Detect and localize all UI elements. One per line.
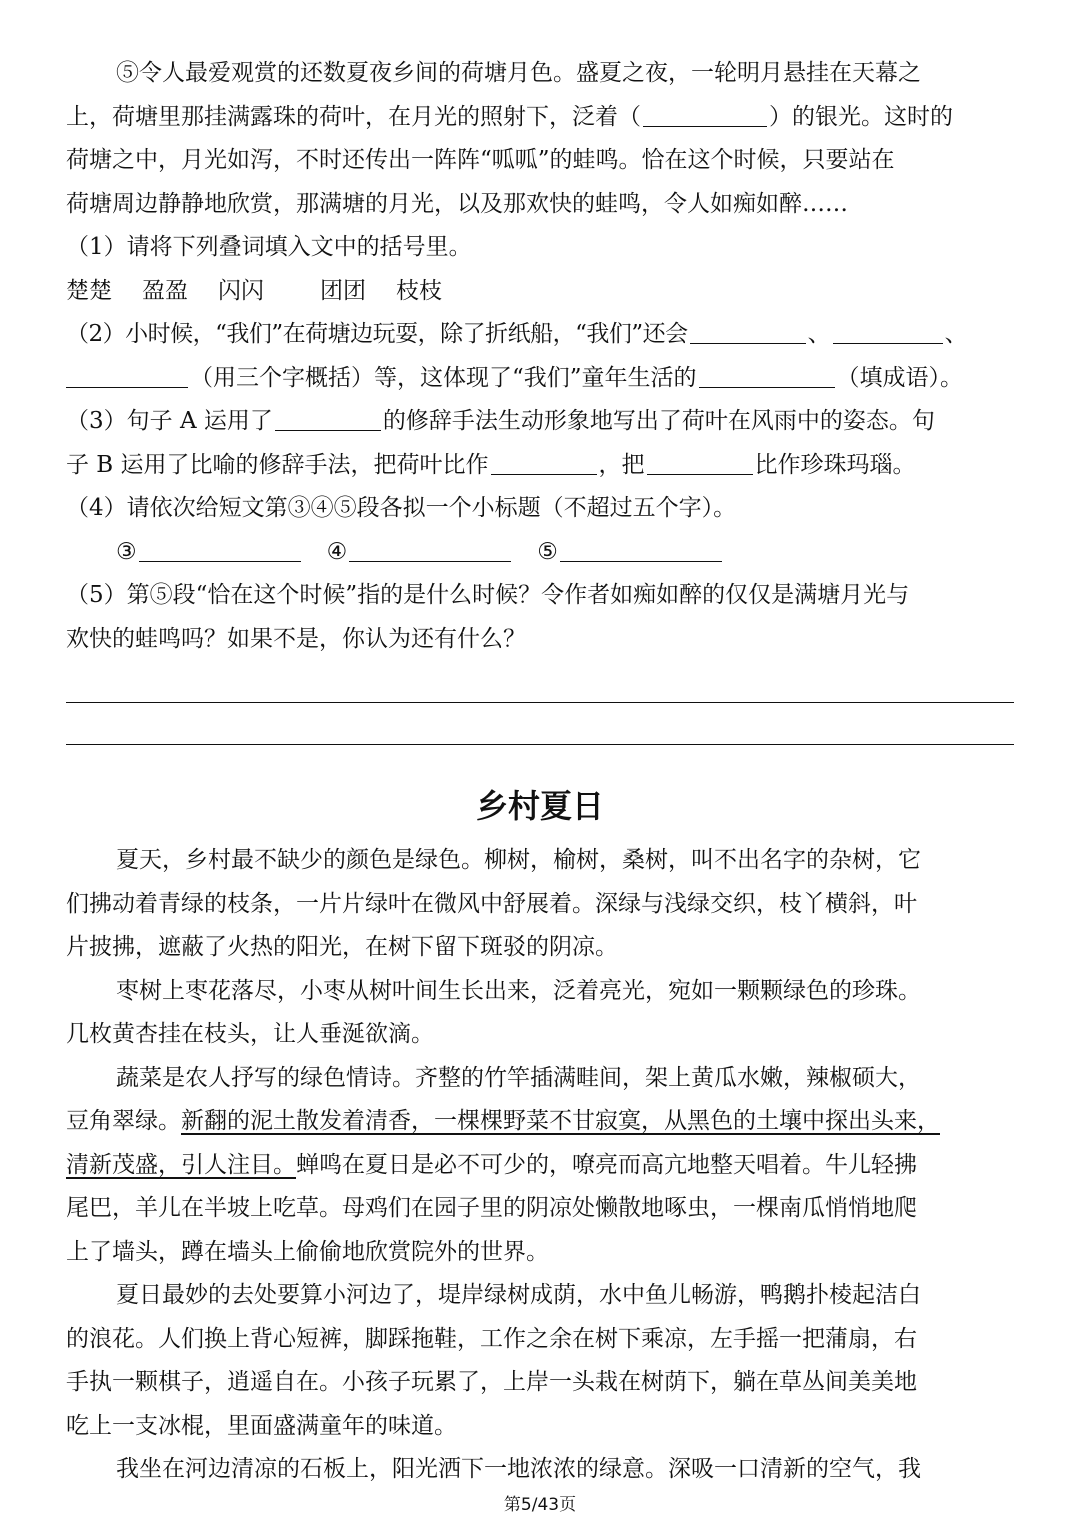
- word-bank: [66, 270, 1014, 314]
- word-3: 闪闪: [218, 277, 264, 304]
- q4-label-4: ④: [326, 538, 348, 565]
- q2-blank-3[interactable]: [66, 365, 188, 388]
- q4-label-5: ⑤: [537, 538, 558, 565]
- q3-text-4: ，把: [598, 451, 645, 478]
- p1-line-1: 夏天，乡村最不缺少的颜色是绿色。柳树，榆树，桑树，叫不出名字的杂树，它: [116, 847, 921, 873]
- p3-line-5: 上了墙头，蹲在墙头上偷偷地欣赏院外的世界。: [66, 1238, 549, 1265]
- q3-blank-3[interactable]: [647, 452, 753, 475]
- para5-line-2a: 上，荷塘里那挂满露珠的荷叶，在月光的照射下，泛着（: [66, 103, 641, 130]
- q2-blank-1[interactable]: [690, 321, 806, 344]
- p1-line-2: 们拂动着青绿的枝条，一片片绿叶在微风中舒展着。深绿与浅绿交织，枝丫横斜，叶: [66, 890, 917, 917]
- p3-line-2-plain: 豆角翠绿。: [66, 1108, 181, 1134]
- word-4: 团团: [320, 277, 366, 304]
- q2-text-1: （2）小时候，“我们”在荷塘边玩耍，除了折纸船，“我们”还会: [66, 321, 688, 347]
- q2-sep-1: 、: [807, 321, 831, 347]
- question-3-line-2: [66, 444, 1014, 488]
- underlined-sentence-part-1: 新翻的泥土散发着清香，一棵棵野菜不甘寂寞，从黑色的土壤中探出头来，: [181, 1108, 940, 1134]
- p2-line-2: 几枚黄杏挂在枝头，让人垂涎欲滴。: [66, 1021, 434, 1047]
- document-page: [66, 52, 1014, 1492]
- p3-line-4: 尾巴，羊儿在半坡上吃草。母鸡们在园子里的阴凉处懒散地啄虫，一棵南瓜悄悄地爬: [66, 1195, 917, 1221]
- question-2-line-2: [66, 357, 1014, 401]
- fill-blank-bracket[interactable]: [643, 104, 767, 127]
- p3-line-1: 蔬菜是农人抒写的绿色情诗。齐整的竹竿插满畦间，架上黄瓜水嫩，辣椒硕大，: [116, 1064, 921, 1091]
- answer-line-1[interactable]: [66, 661, 1014, 703]
- question-5-line-2: 欢快的蛙鸣吗？如果不是，你认为还有什么？: [66, 625, 526, 652]
- p4-line-3: 手执一颗棋子，逍遥自在。小孩子玩累了，上岸一头栽在树荫下，躺在草丛间美美地: [66, 1369, 917, 1395]
- q2-sep-2: 、: [944, 321, 968, 347]
- question-3-line-1: [66, 400, 1014, 444]
- question-1: （1）请将下列叠词填入文中的括号里。: [66, 234, 472, 260]
- answer-line-2[interactable]: [66, 703, 1014, 745]
- p3-line-2: [66, 1100, 1014, 1144]
- q3-text-2: 的修辞手法生动形象地写出了荷叶在风雨中的姿态。句: [382, 408, 935, 434]
- q3-blank-2[interactable]: [491, 452, 597, 475]
- question-2-line-1: [66, 313, 1014, 357]
- q3-text-5: 比作珍珠玛瑙。: [754, 451, 916, 478]
- p2-line-1: 枣树上枣花落尽，小枣从树叶间生长出来，泛着亮光，宛如一颗颗绿色的珍珠。: [116, 977, 921, 1004]
- page-number: 第5/43页: [503, 1495, 577, 1515]
- q2-blank-2[interactable]: [833, 321, 943, 344]
- q4-blank-5[interactable]: [560, 539, 722, 562]
- underlined-sentence-part-2: 清新茂盛，引人注目。: [66, 1151, 296, 1178]
- q2-text-2: （用三个字概括）等，这体现了“我们”童年生活的: [190, 364, 697, 391]
- p4-line-1: 夏日最妙的去处要算小河边了，堤岸绿树成荫，水中鱼儿畅游，鸭鹅扑棱起洁白: [116, 1282, 921, 1308]
- q2-text-3: （填成语）。: [836, 364, 964, 391]
- para5-line-3: 荷塘之中，月光如泻，不时还传出一阵阵“呱呱”的蛙鸣。恰在这个时候，只要站在: [66, 147, 895, 173]
- question-4-answers: [66, 531, 1014, 575]
- para5-line-2: [66, 96, 1014, 140]
- passage-title: 乡村夏日: [475, 787, 604, 825]
- p1-line-3: 片披拂，遮蔽了火热的阳光，在树下留下斑驳的阴凉。: [66, 934, 618, 960]
- q3-text-3: 子 B 运用了比喻的修辞手法，把荷叶比作: [66, 451, 489, 478]
- p3-line-3: [66, 1144, 1014, 1188]
- para5-line-4: 荷塘周边静静地欣赏，那满塘的月光，以及那欢快的蛙鸣，令人如痴如醉……: [66, 190, 848, 217]
- p4-line-4: 吃上一支冰棍，里面盛满童年的味道。: [66, 1412, 457, 1439]
- q4-blank-4[interactable]: [349, 539, 511, 562]
- q3-blank-1[interactable]: [275, 408, 381, 431]
- question-4: （4）请依次给短文第③④⑤段各拟一个小标题（不超过五个字）。: [66, 495, 737, 521]
- word-2: 盈盈: [142, 277, 188, 304]
- q3-text-1: （3）句子 A 运用了: [66, 408, 273, 434]
- para5-line-1: ⑤令人最爱观赏的还数夏夜乡间的荷塘月色。盛夏之夜，一轮明月悬挂在天幕之: [116, 60, 921, 86]
- question-5-line-1: （5）第⑤段“恰在这个时候”指的是什么时候？令作者如痴如醉的仅仅是满塘月光与: [66, 582, 910, 608]
- p5-line-1: 我坐在河边清凉的石板上，阳光洒下一地浓浓的绿意。深吸一口清新的空气，我: [116, 1456, 921, 1482]
- q4-blank-3[interactable]: [139, 539, 301, 562]
- p4-line-2: 的浪花。人们换上背心短裤，脚踩拖鞋，工作之余在树下乘凉，左手摇一把蒲扇，右: [66, 1325, 917, 1352]
- word-1: 楚楚: [66, 277, 112, 304]
- word-5: 枝枝: [396, 277, 442, 304]
- q4-label-3: ③: [116, 538, 137, 565]
- para5-line-2b: ）的银光。这时的: [769, 103, 953, 130]
- p3-line-3-plain: 蝉鸣在夏日是必不可少的，嘹亮而高亢地整天唱着。牛儿轻拂: [296, 1151, 917, 1178]
- q2-blank-4[interactable]: [699, 365, 835, 388]
